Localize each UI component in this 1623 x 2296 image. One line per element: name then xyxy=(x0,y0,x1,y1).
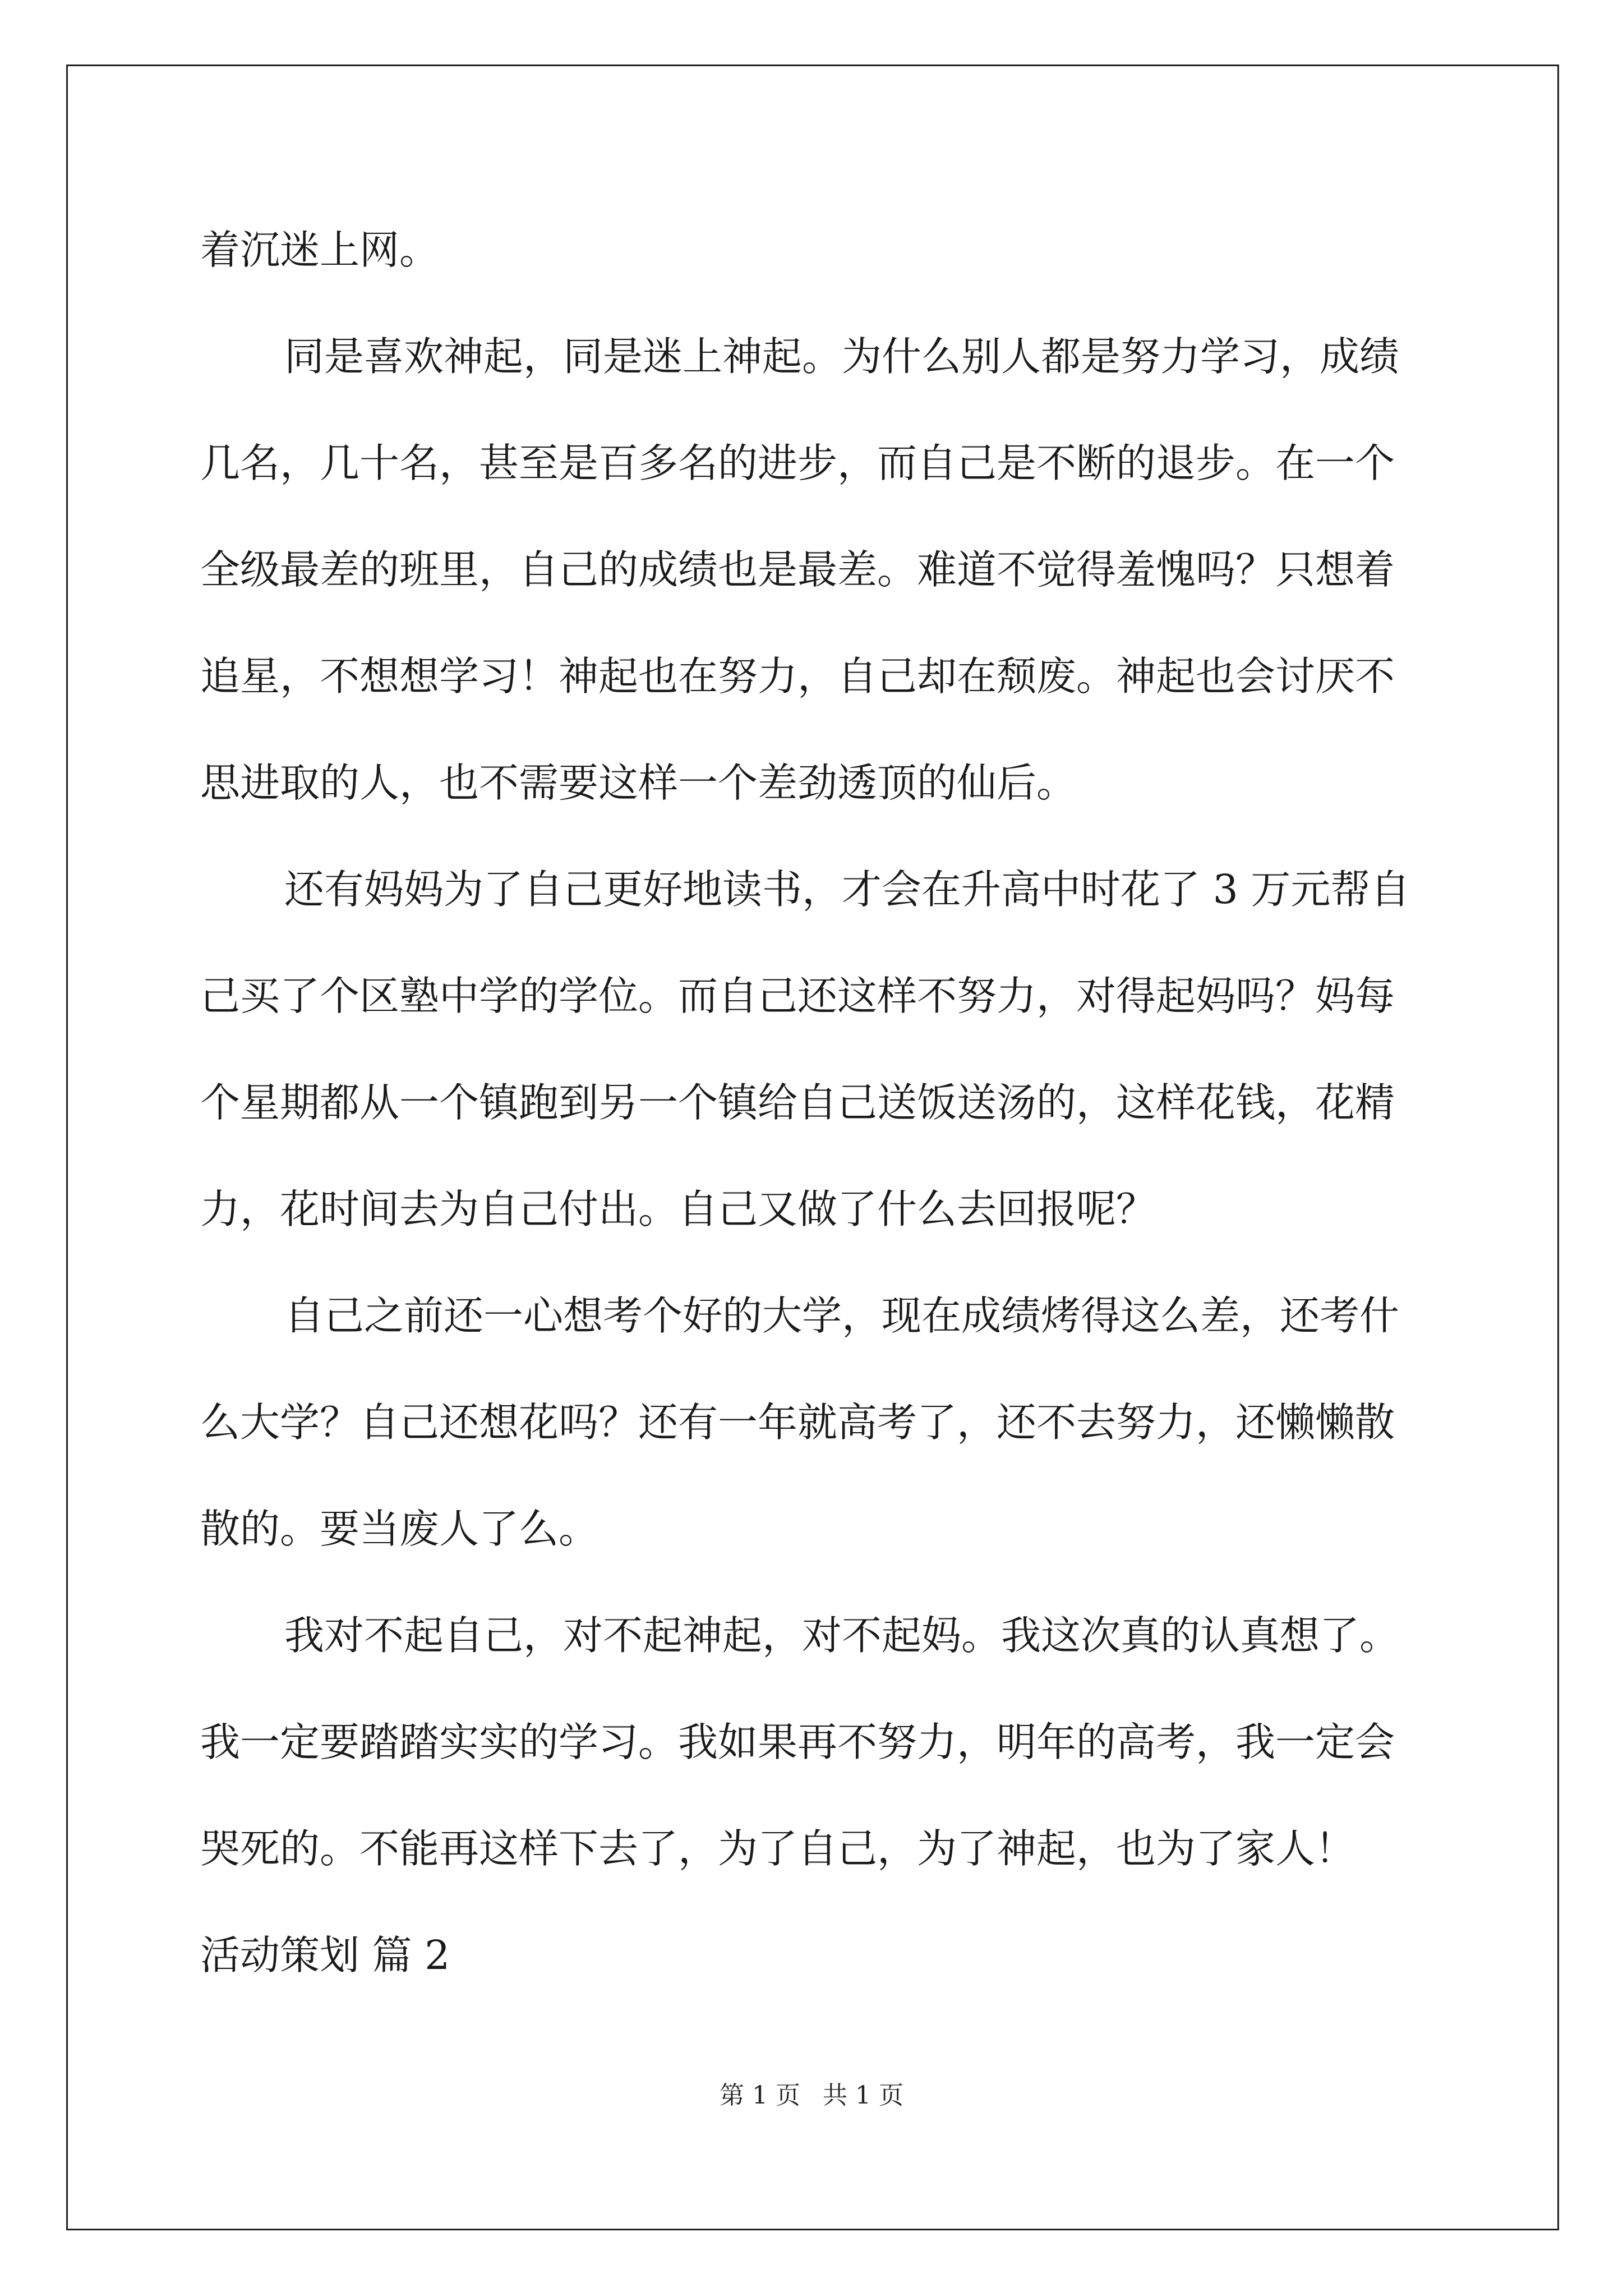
text-line: 自己之前还一心想考个好的大学，现在成绩烤得这么差，还考什 xyxy=(284,1292,1400,1339)
text-line: 着沉迷上网。 xyxy=(200,227,440,273)
text-line: 我一定要踏踏实实的学习。我如果再不努力，明年的高考，我一定会 xyxy=(200,1719,1395,1765)
text-line: 么大学？自己还想花吗？还有一年就高考了，还不去努力，还懒懒散 xyxy=(200,1399,1395,1446)
text-line: 几名，几十名，甚至是百多名的进步，而自己是不断的退步。在一个 xyxy=(200,440,1395,486)
document-body xyxy=(200,220,1428,2032)
page-footer xyxy=(0,2079,1623,2113)
text-line: 思进取的人，也不需要这样一个差劲透顶的仙后。 xyxy=(200,760,1077,806)
section-heading: 活动策划 篇 2 xyxy=(200,1932,450,1978)
text-line: 还有妈妈为了自己更好地读书，才会在升高中时花了 3 万元帮自 xyxy=(284,866,1410,913)
page-number: 第 1 页 xyxy=(720,2081,800,2110)
text-line: 力，花时间去为自己付出。自己又做了什么去回报呢？ xyxy=(200,1186,1156,1232)
text-line: 追星，不想想学习！神起也在努力，自己却在颓废。神起也会讨厌不 xyxy=(200,653,1395,700)
text-line: 我对不起自己，对不起神起，对不起妈。我这次真的认真想了。 xyxy=(284,1612,1400,1659)
text-line: 己买了个区塾中学的学位。而自己还这样不努力，对得起妈吗？妈每 xyxy=(200,973,1395,1019)
text-line: 全级最差的班里，自己的成绩也是最差。难道不觉得羞愧吗？只想着 xyxy=(200,546,1395,593)
text-line: 散的。要当废人了么。 xyxy=(200,1506,599,1552)
text-line: 同是喜欢神起，同是迷上神起。为什么别人都是努力学习，成绩 xyxy=(284,333,1400,380)
text-line: 个星期都从一个镇跑到另一个镇给自己送饭送汤的，这样花钱，花精 xyxy=(200,1079,1395,1126)
page-total: 共 1 页 xyxy=(823,2081,903,2110)
text-line: 哭死的。不能再这样下去了，为了自己，为了神起，也为了家人！ xyxy=(200,1825,1355,1872)
